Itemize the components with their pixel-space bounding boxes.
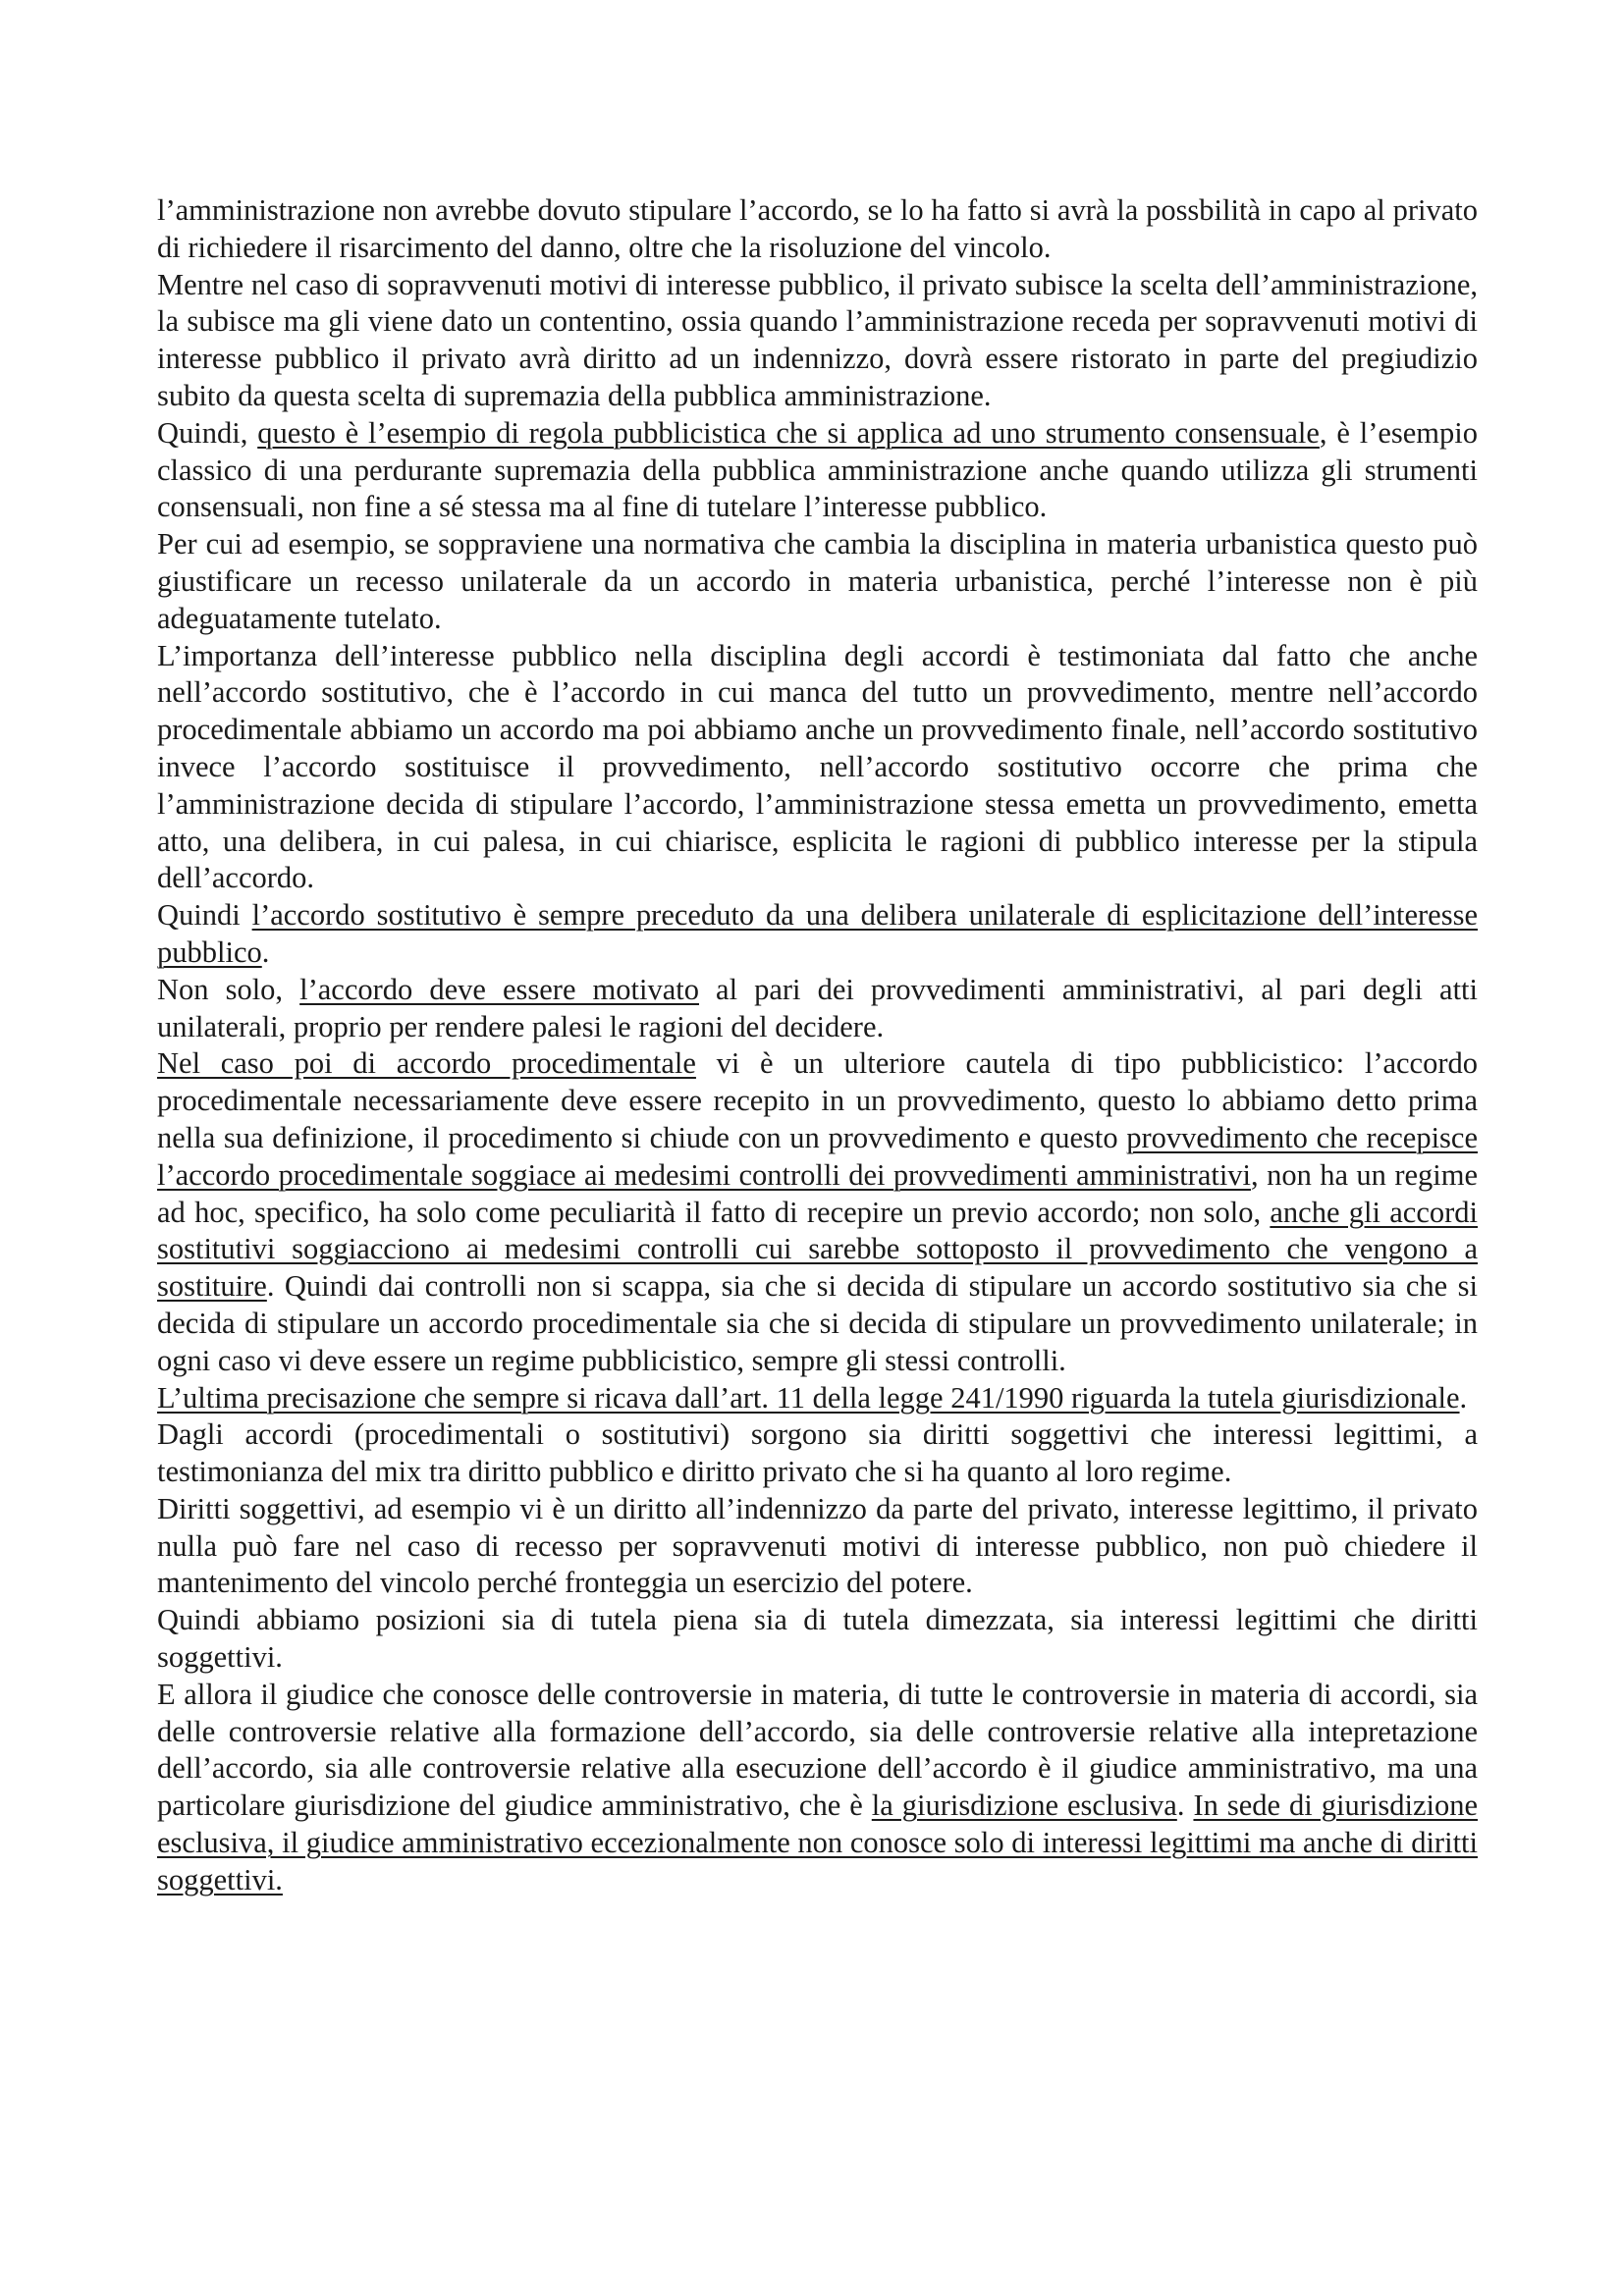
text-segment: Quindi, xyxy=(157,415,258,450)
text-segment: , è l’esempio classico di una perdurante supremazia della pubblica amministrazione anche quando utilizza gli strumenti consensuali, non fine a sé stessa ma al fine di tutelare l’interesse pubblico. xyxy=(157,415,1479,524)
text-segment: Mentre nel caso di sopravvenuti motivi di interesse pubblico, il privato subisce la scelta dell’amministrazione, la subisce ma gli viene dato un contentino, ossia quando l’amministrazione receda per sopravvenuti motivi di interesse pubblico il privato avrà diritto ad un indennizzo, dovrà essere ristorato in parte del pregiudizio subito da questa scelta di supremazia della pubblica amministrazione. xyxy=(157,267,1478,412)
text-segment: . xyxy=(1459,1380,1468,1415)
paragraph xyxy=(157,972,1478,1046)
underlined-text: l’accordo sostitutivo è sempre preceduto da una delibera unilaterale di esplicitazione dell’interesse pubblico xyxy=(157,898,1478,969)
underlined-text: L’ultima precisazione che sempre si ricava dall’art. 11 della legge 241/1990 riguarda la tutela giurisdizionale xyxy=(157,1380,1460,1415)
paragraph xyxy=(157,267,1478,415)
underlined-text: provvedimento che recepisce l’accordo procedimentale soggiace ai medesimi controlli dei provvedimenti amministrativi xyxy=(157,1120,1478,1192)
underlined-text: la giurisdizione esclusiva xyxy=(871,1789,1177,1823)
text-segment: . xyxy=(261,934,270,969)
text-segment: al pari dei provvedimenti amministrativi, al pari degli atti unilaterali, proprio per rendere palesi le ragioni del decidere. xyxy=(157,972,1478,1043)
paragraph xyxy=(157,1380,1478,1417)
paragraph xyxy=(157,1416,1478,1491)
text-segment: Diritti soggettivi, ad esempio vi è un diritto all’indennizzo da parte del privato, interesse legittimo, il privato nulla può fare nel caso di recesso per sopravvenuti motivi di interesse pubblico, non può chiedere il mantenimento del vincolo perché fronteggia un esercizio del potere. xyxy=(157,1491,1478,1600)
underlined-text: In sede di giurisdizione esclusiva, il giudice amministrativo eccezionalmente non conosce solo di interessi legittimi ma anche di diritti soggettivi. xyxy=(157,1789,1479,1896)
underlined-text: questo è l’esempio di regola pubblicistica che si applica ad uno strumento consensuale xyxy=(257,415,1320,450)
underlined-text: Nel caso poi di accordo procedimentale xyxy=(157,1046,696,1081)
paragraph xyxy=(157,415,1478,526)
text-segment: l’amministrazione non avrebbe dovuto stipulare l’accordo, se lo ha fatto si avrà la possbilità in capo al privato di richiedere il risarcimento del danno, oltre che la risoluzione del vincolo. xyxy=(157,193,1478,264)
paragraph xyxy=(157,1602,1478,1677)
paragraph xyxy=(157,897,1478,972)
paragraph xyxy=(157,1491,1478,1602)
text-segment: L’importanza dell’interesse pubblico nella disciplina degli accordi è testimoniata dal fatto che anche nell’accordo sostitutivo, che è l’accordo in cui manca del tutto un provvedimento, mentre nell’accordo procedimentale abbiamo un accordo ma poi abbiamo anche un provvedimento finale, nell’accordo sostitutivo invece l’accordo sostituisce il provvedimento, nell’accordo sostitutivo occorre che prima che l’amministrazione decida di stipulare l’accordo, l’amministrazione stessa emetta un provvedimento, emetta atto, una delibera, in cui palesa, in cui chiarisce, esplicita le ragioni di pubblico interesse per la stipula dell’accordo. xyxy=(157,638,1478,895)
text-segment: Quindi xyxy=(157,898,252,933)
paragraph xyxy=(157,192,1478,267)
paragraph xyxy=(157,638,1478,898)
text-segment: . Quindi dai controlli non si scappa, sia che si decida di stipulare un accordo sostitutivo sia che si decida di stipulare un accordo procedimentale sia che si decida di stipulare un provvedimento unilaterale; in ogni caso vi deve essere un regime pubblicistico, sempre gli stessi controlli. xyxy=(157,1269,1478,1377)
paragraph xyxy=(157,526,1478,637)
text-segment: Dagli accordi (procedimentali o sostitutivi) sorgono sia diritti soggettivi che interessi legittimi, a testimonianza del mix tra diritto pubblico e diritto privato che si ha quanto al loro regime. xyxy=(157,1417,1478,1489)
text-segment: Non solo, xyxy=(157,972,300,1006)
text-segment: , non ha un regime ad hoc, specifico, ha solo come peculiarità il fatto di recepire un previo accordo; non solo, xyxy=(157,1157,1478,1229)
text-segment: . xyxy=(1176,1789,1194,1823)
underlined-text: l’accordo deve essere motivato xyxy=(299,972,699,1006)
document-body xyxy=(157,192,1478,1899)
text-segment: E allora il giudice che conosce delle controversie in materia, di tutte le controversie in materia di accordi, sia delle controversie relative alla formazione dell’accordo, sia delle controversie relative alla intepretazione dell’accordo, sia alle controversie relative alla esecuzione dell’accordo è il giudice amministrativo, ma una particolare giurisdizione del giudice amministrativo, che è xyxy=(157,1677,1478,1823)
text-segment: Quindi abbiamo posizioni sia di tutela piena sia di tutela dimezzata, sia interessi legittimi che diritti soggettivi. xyxy=(157,1603,1478,1675)
paragraph xyxy=(157,1677,1478,1899)
underlined-text: anche gli accordi sostitutivi soggiacciono ai medesimi controlli cui sarebbe sottoposto il provvedimento che vengono a sostituire xyxy=(157,1195,1479,1304)
text-segment: Per cui ad esempio, se soppraviene una normativa che cambia la disciplina in materia urbanistica questo può giustificare un recesso unilaterale da un accordo in materia urbanistica, perché l’interesse non è più adeguatamente tutelato. xyxy=(157,527,1478,635)
paragraph xyxy=(157,1045,1478,1379)
text-segment: vi è un ulteriore cautela di tipo pubblicistico: l’accordo procedimentale necessariamente deve essere recepito in un provvedimento, questo lo abbiamo detto prima nella sua definizione, il procedimento si chiude con un provvedimento e questo xyxy=(157,1046,1479,1154)
